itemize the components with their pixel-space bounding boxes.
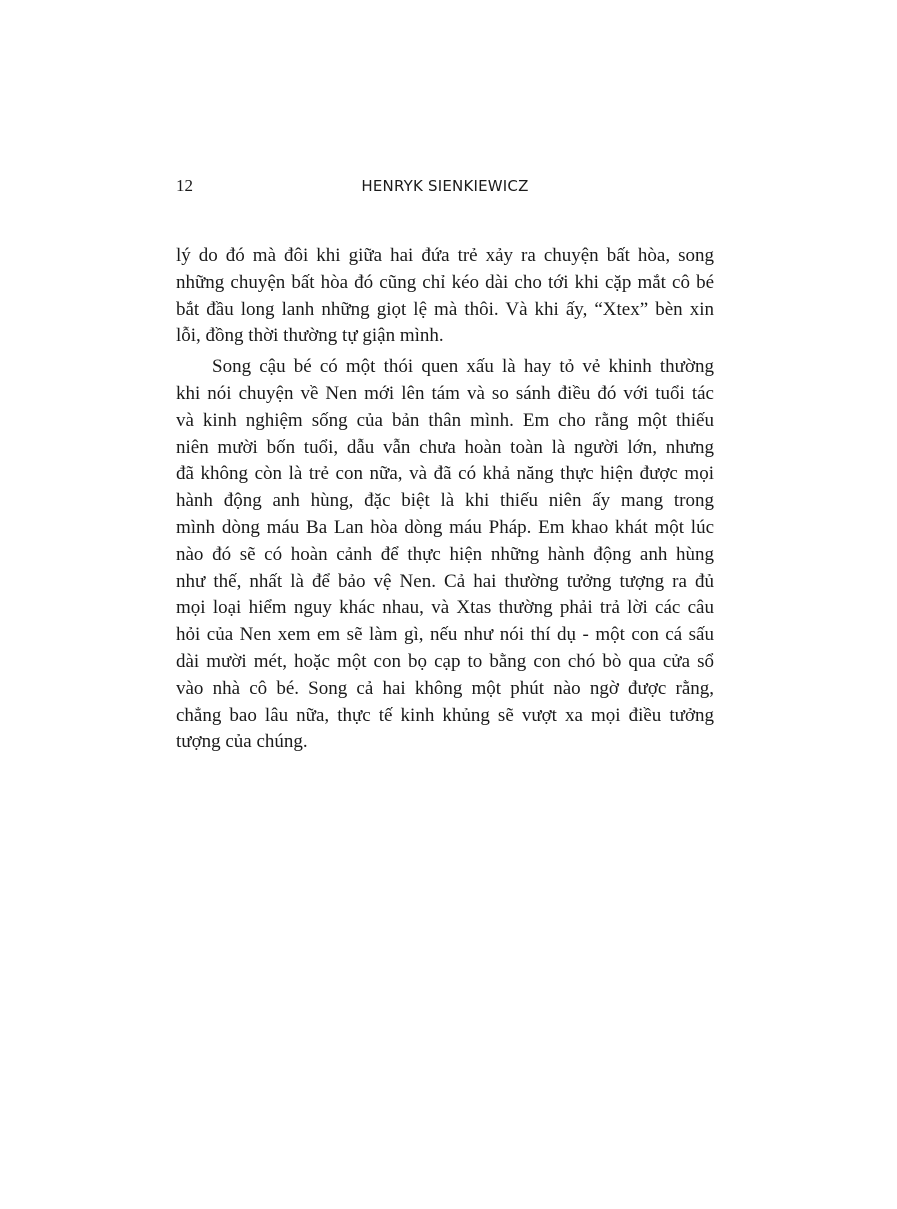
text-line: khi nói chuyện về Nen mới lên tám và so sánh điều đó với tuổi tác	[176, 382, 714, 404]
running-title: HENRYK SIENKIEWICZ	[361, 177, 529, 195]
page-number: 12	[176, 176, 193, 195]
text-line: dài mười mét, hoặc một con bọ cạp to bằng con chó bò qua cửa sổ	[176, 650, 714, 672]
page-header	[176, 176, 714, 198]
text-line: mình dòng máu Ba Lan hòa dòng máu Pháp. Em khao khát một lúc	[176, 516, 714, 538]
body-text	[176, 243, 714, 760]
text-line: vào nhà cô bé. Song cả hai không một phút nào ngờ được rằng,	[176, 677, 714, 699]
text-line: đã không còn là trẻ con nữa, và đã có khả năng thực hiện được mọi	[176, 463, 714, 485]
text-line: chẳng bao lâu nữa, thực tế kinh khủng sẽ vượt xa mọi điều tưởng	[176, 704, 714, 726]
text-line: hành động anh hùng, đặc biệt là khi thiếu niên ấy mang trong	[176, 490, 714, 512]
text-line: Song cậu bé có một thói quen xấu là hay tỏ vẻ khinh thường	[212, 356, 714, 378]
text-line: và kinh nghiệm sống của bản thân mình. Em cho rằng một thiếu	[176, 409, 714, 431]
text-line: tượng của chúng.	[176, 731, 308, 753]
text-line: lỗi, đồng thời thường tự giận mình.	[176, 325, 444, 347]
text-line: niên mười bốn tuổi, dẫu vẫn chưa hoàn toàn là người lớn, nhưng	[176, 436, 714, 458]
text-line: hỏi của Nen xem em sẽ làm gì, nếu như nói thí dụ - một con cá sấu	[176, 624, 714, 646]
text-line: những chuyện bất hòa đó cũng chỉ kéo dài cho tới khi cặp mắt cô bé	[176, 271, 714, 293]
paragraph-2	[176, 354, 714, 756]
text-line: lý do đó mà đôi khi giữa hai đứa trẻ xảy ra chuyện bất hòa, song	[176, 245, 714, 266]
text-line: như thế, nhất là để bảo vệ Nen. Cả hai thường tưởng tượng ra đủ	[176, 570, 714, 592]
paragraph-1	[176, 243, 714, 350]
text-line: nào đó sẽ có hoàn cảnh để thực hiện những hành động anh hùng	[176, 543, 714, 565]
text-line: mọi loại hiểm nguy khác nhau, và Xtas thường phải trả lời các câu	[176, 597, 714, 619]
text-line: bắt đầu long lanh những giọt lệ mà thôi. Và khi ấy, “Xtex” bèn xin	[176, 298, 714, 320]
